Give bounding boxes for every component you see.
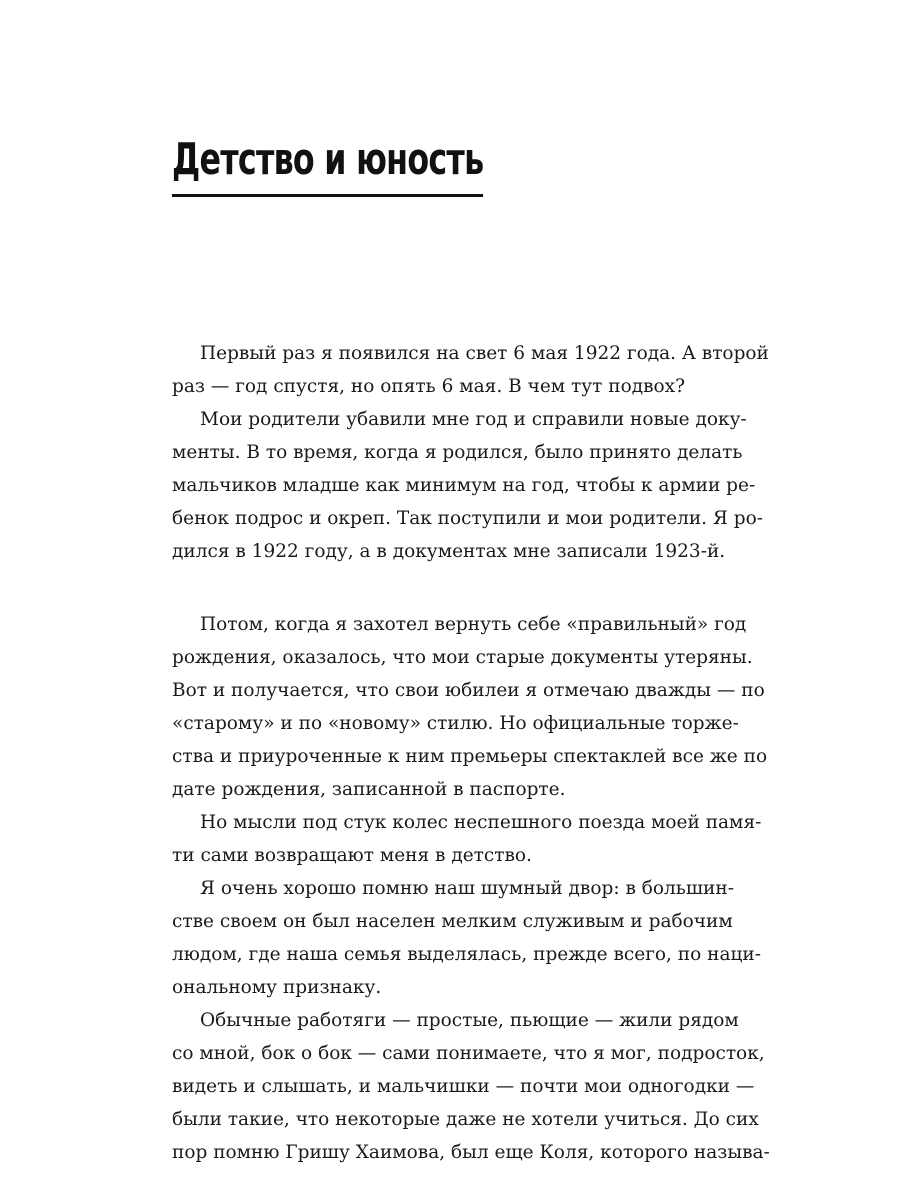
text-line: Я очень хорошо помню наш шумный двор: в большин- [200,878,734,899]
text-line: стве своем он был населен мелким служивым и рабочим [172,911,733,932]
text-line: дился в 1922 году, а в документах мне записали 1923-й. [172,541,726,562]
paragraph [172,806,762,872]
text-line: бенок подрос и окреп. Так поступили и мои родители. Я ро- [172,508,763,529]
text-line: Вот и получается, что свои юбилеи я отмечаю дважды — по [172,680,765,701]
text-line: людом, где наша семья выделялась, прежде всего, по наци- [172,944,761,965]
text-line: раз — год спустя, но опять 6 мая. В чем тут подвох? [172,376,686,397]
text-line: дате рождения, записанной в паспорте. [172,779,566,800]
paragraph [172,1004,770,1169]
text-line: менты. В то время, когда я родился, было принято делать [172,442,743,463]
text-line: мальчиков младше как минимум на год, чтобы к армии ре- [172,475,756,496]
paragraph [172,403,763,568]
text-line: Первый раз я появился на свет 6 мая 1922 года. А второй [200,343,769,364]
text-line: ти сами возвращают меня в детство. [172,845,532,866]
text-line: Но мысли под стук колес неспешного поезда моей памя- [200,812,762,833]
text-line: Потом, когда я захотел вернуть себе «правильный» год [200,614,747,635]
text-line: рождения, оказалось, что мои старые документы утеряны. [172,647,753,668]
paragraph [172,337,769,403]
text-line: ства и приуроченные к ним премьеры спектаклей все же по [172,746,768,767]
chapter-title: Детство и юность [172,128,483,197]
text-line: Мои родители убавили мне год и справили новые доку- [200,409,747,430]
text-line: Обычные работяги — простые, пьющие — жили рядом [200,1010,739,1031]
text-line: были такие, что некоторые даже не хотели учиться. До сих [172,1109,759,1130]
text-line: пор помню Гришу Хаимова, был еще Коля, которого называ- [172,1142,770,1163]
section-gap [172,568,706,608]
text-line: видеть и слышать, и мальчишки — почти мои одногодки — [172,1076,755,1097]
text-line: ональному признаку. [172,977,382,998]
text-line: «старому» и по «новому» стилю. Но официальные торже- [172,713,739,734]
paragraph [172,608,768,806]
paragraph [172,872,761,1004]
chapter-body [172,337,770,1169]
text-line: со мной, бок о бок — сами понимаете, что я мог, подросток, [172,1043,765,1064]
